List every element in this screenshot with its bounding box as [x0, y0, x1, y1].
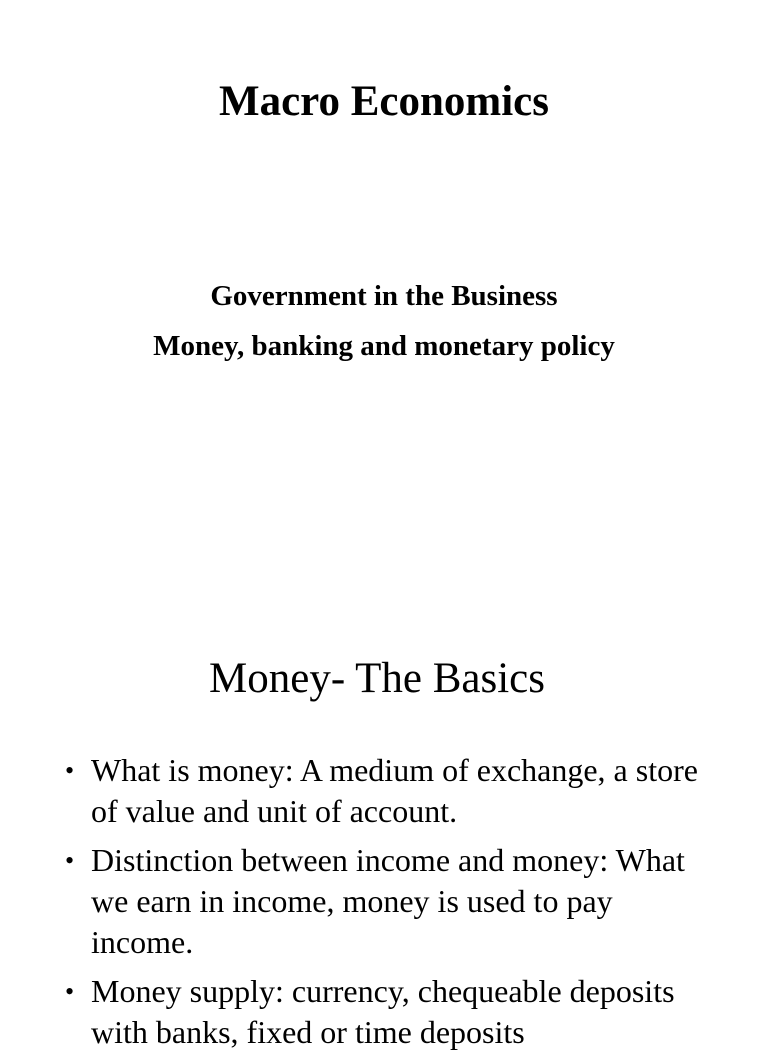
slide-main-title: Macro Economics [219, 78, 549, 125]
bullet-marker: • [65, 846, 75, 875]
bullet-marker: • [65, 756, 75, 785]
subtitle-line-2: Money, banking and monetary policy [153, 330, 615, 362]
bullet-marker: • [65, 977, 75, 1006]
bullet-text: What is money: A medium of exchange, a store of value and unit of account. [91, 752, 698, 829]
subtitle-line-1: Government in the Business [210, 280, 558, 312]
bullet-item [62, 840, 722, 963]
bullet-item [62, 750, 722, 832]
bullet-text: Distinction between income and money: What we earn in income, money is used to pay income. [91, 842, 685, 960]
slide-title: Money- The Basics [209, 655, 545, 702]
content-slide [0, 600, 768, 1050]
bullet-item [62, 971, 722, 1053]
bullet-list [62, 750, 722, 1061]
bullet-text: Money supply: currency, chequeable deposits with banks, fixed or time deposits [91, 973, 675, 1050]
